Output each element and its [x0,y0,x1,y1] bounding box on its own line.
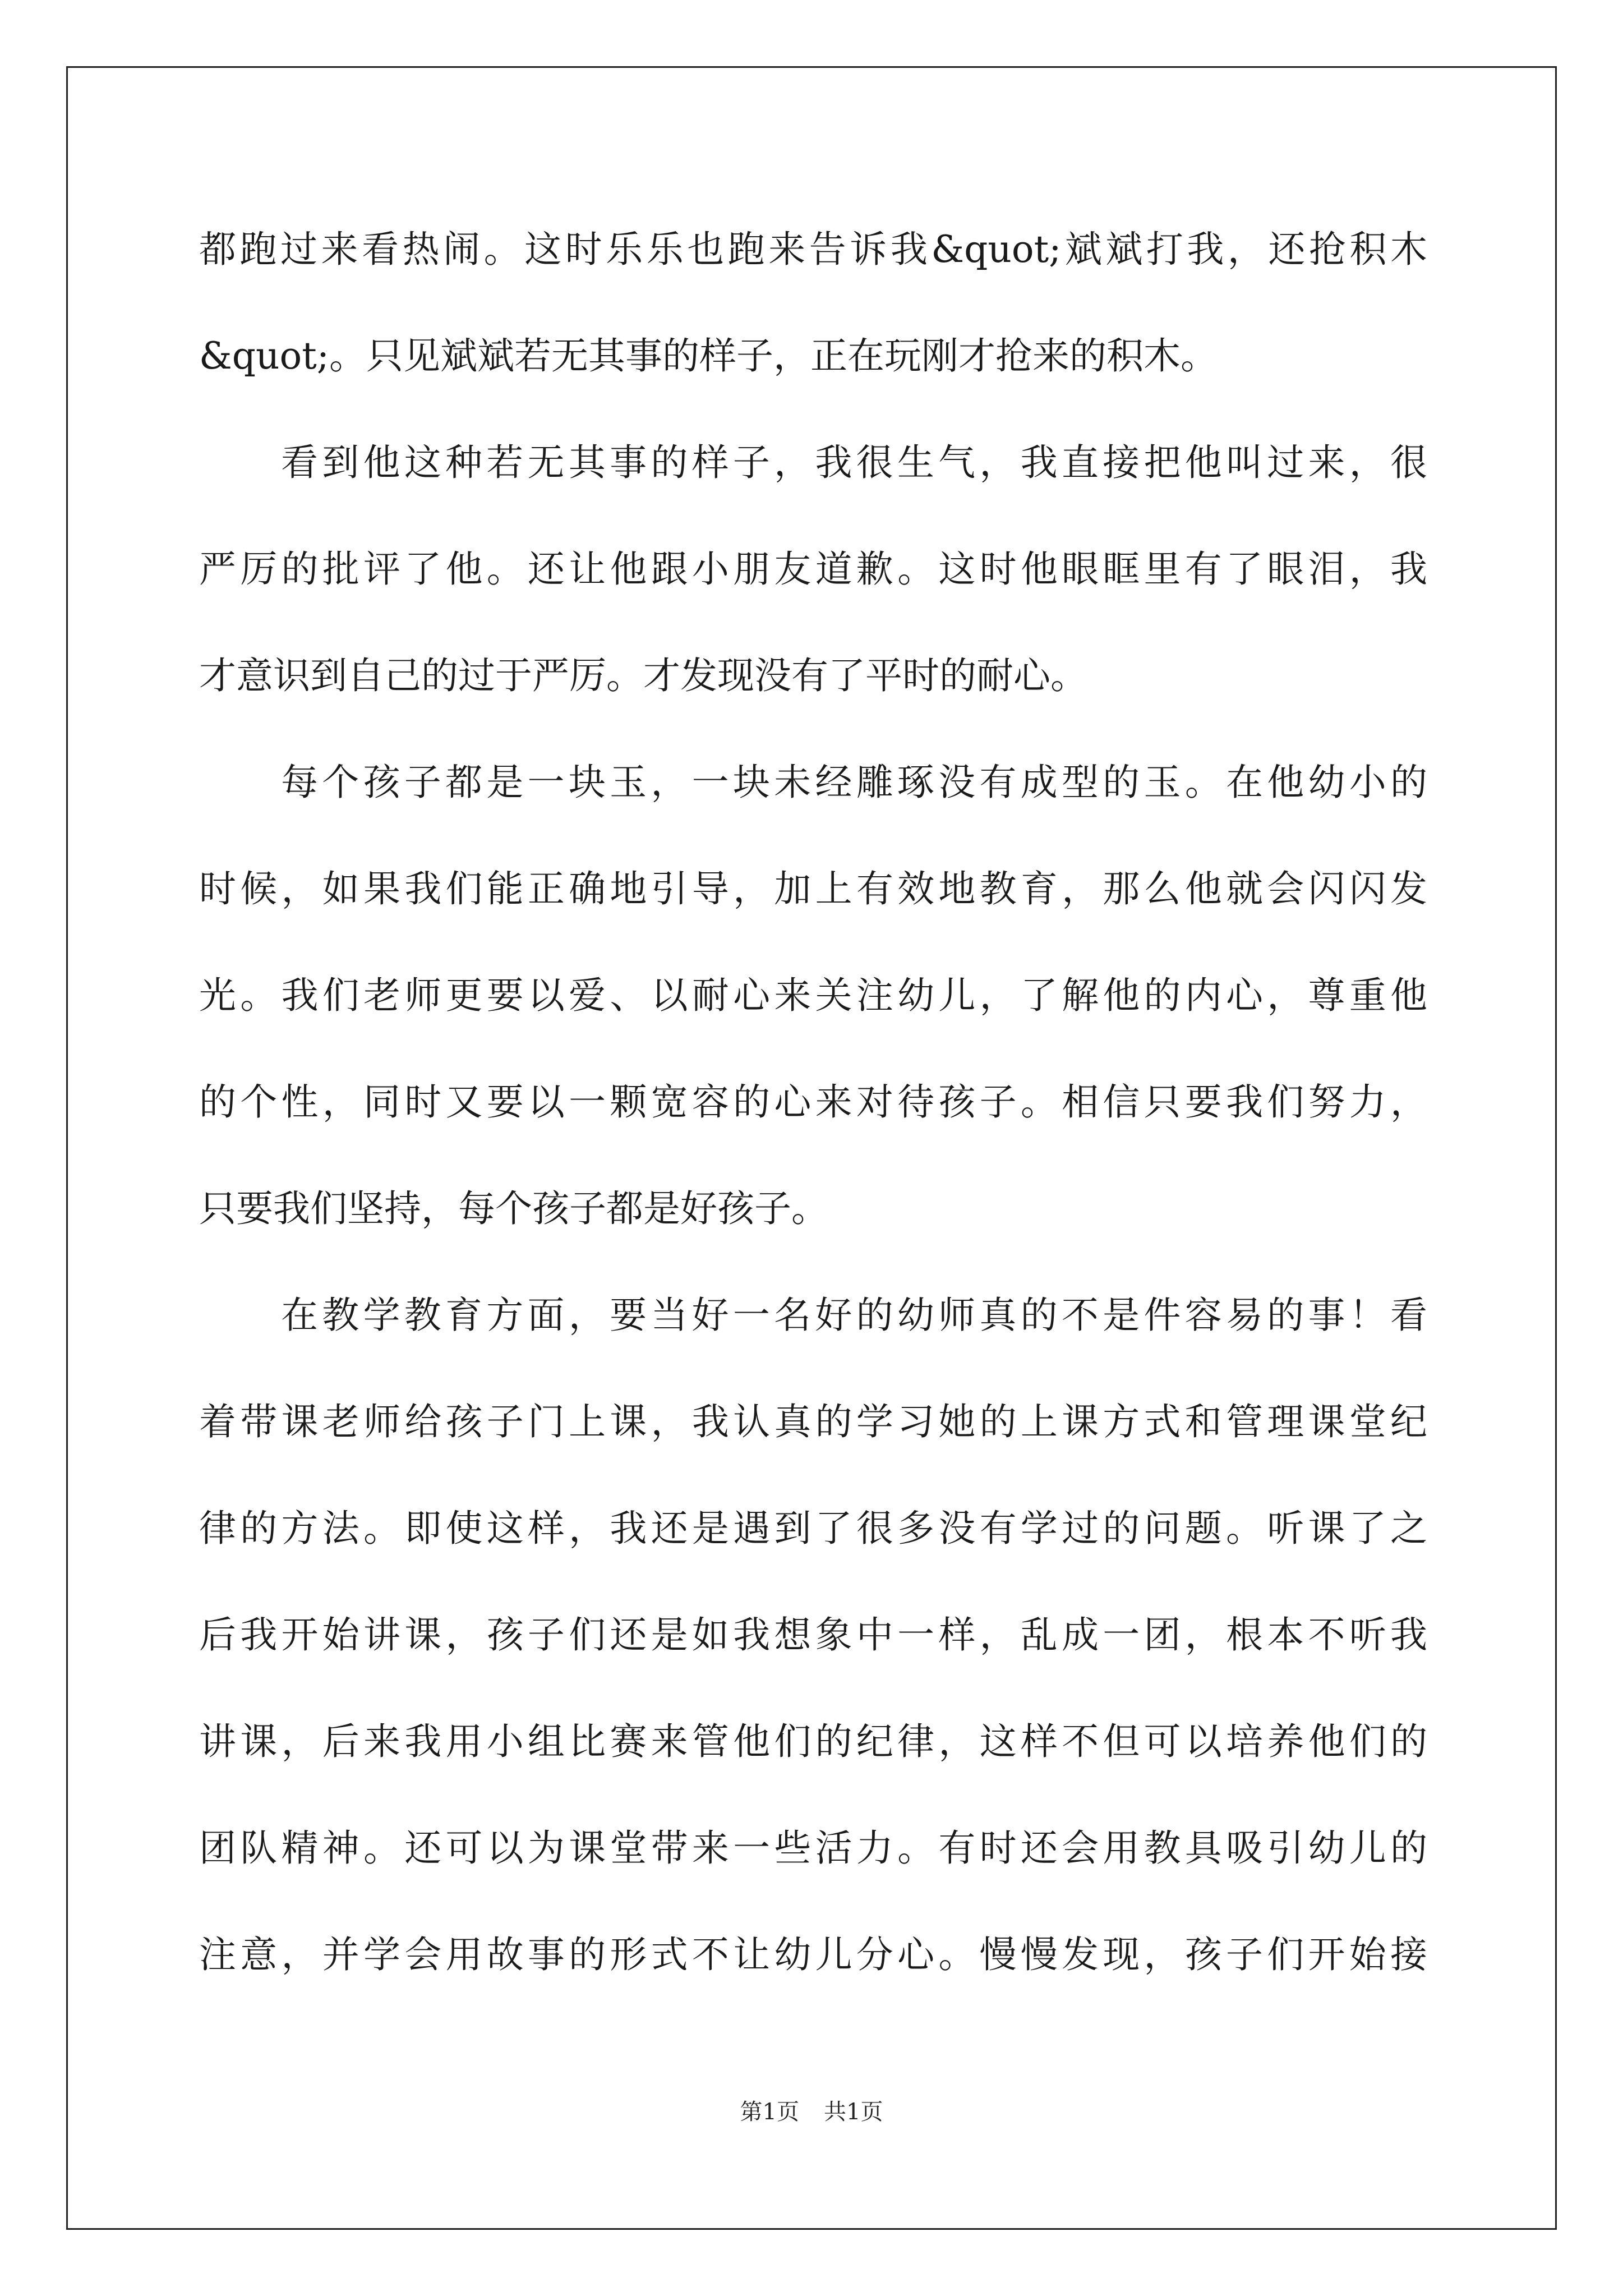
text-line: 每个孩子都是一块玉，一块未经雕琢没有成型的玉。在他幼小的 [281,761,1427,804]
text-line: 都跑过来看热闹。这时乐乐也跑来告诉我&quot;斌斌打我，还抢积木 [199,228,1427,271]
text-line: 团队精神。还可以为课堂带来一些活力。有时还会用教具吸引幼儿的 [199,1826,1427,1870]
text-line: 时候，如果我们能正确地引导，加上有效地教育，那么他就会闪闪发 [199,867,1427,910]
text-line: 注意，并学会用故事的形式不让幼儿分心。慢慢发现，孩子们开始接 [199,1933,1427,1976]
text-line: 后我开始讲课，孩子们还是如我想象中一样，乱成一团，根本不听我 [199,1613,1427,1657]
paragraph [199,208,1427,421]
text-line: 只要我们坚持，每个孩子都是好孩子。 [199,1187,828,1230]
paragraph [199,1273,1427,2019]
text-line: 律的方法。即使这样，我还是遇到了很多没有学过的问题。听课了之 [199,1507,1427,1550]
text-line: 看到他这种若无其事的样子，我很生气，我直接把他叫过来，很 [281,441,1427,484]
text-line: 光。我们老师更要以爱、以耐心来关注幼儿，了解他的内心，尊重他 [199,974,1427,1017]
paragraph [199,740,1427,1273]
paragraph [199,421,1427,740]
page-number: 第1页 [740,2099,799,2125]
document-body [199,208,1427,2019]
text-line: 着带课老师给孩子门上课，我认真的学习她的上课方式和管理课堂纪 [199,1400,1427,1443]
text-line: &quot;。只见斌斌若无其事的样子，正在玩刚才抢来的积木。 [199,334,1218,378]
page-count: 共1页 [824,2099,883,2125]
text-line: 讲课，后来我用小组比赛来管他们的纪律，这样不但可以培养他们的 [199,1720,1427,1763]
text-line: 在教学教育方面，要当好一名好的幼师真的不是件容易的事！看 [281,1294,1427,1337]
text-line: 才意识到自己的过于严厉。才发现没有了平时的耐心。 [199,654,1087,697]
page-footer [0,2095,1623,2129]
text-line: 严厉的批评了他。还让他跟小朋友道歉。这时他眼眶里有了眼泪，我 [199,547,1427,591]
text-line: 的个性，同时又要以一颗宽容的心来对待孩子。相信只要我们努力， [199,1080,1427,1124]
